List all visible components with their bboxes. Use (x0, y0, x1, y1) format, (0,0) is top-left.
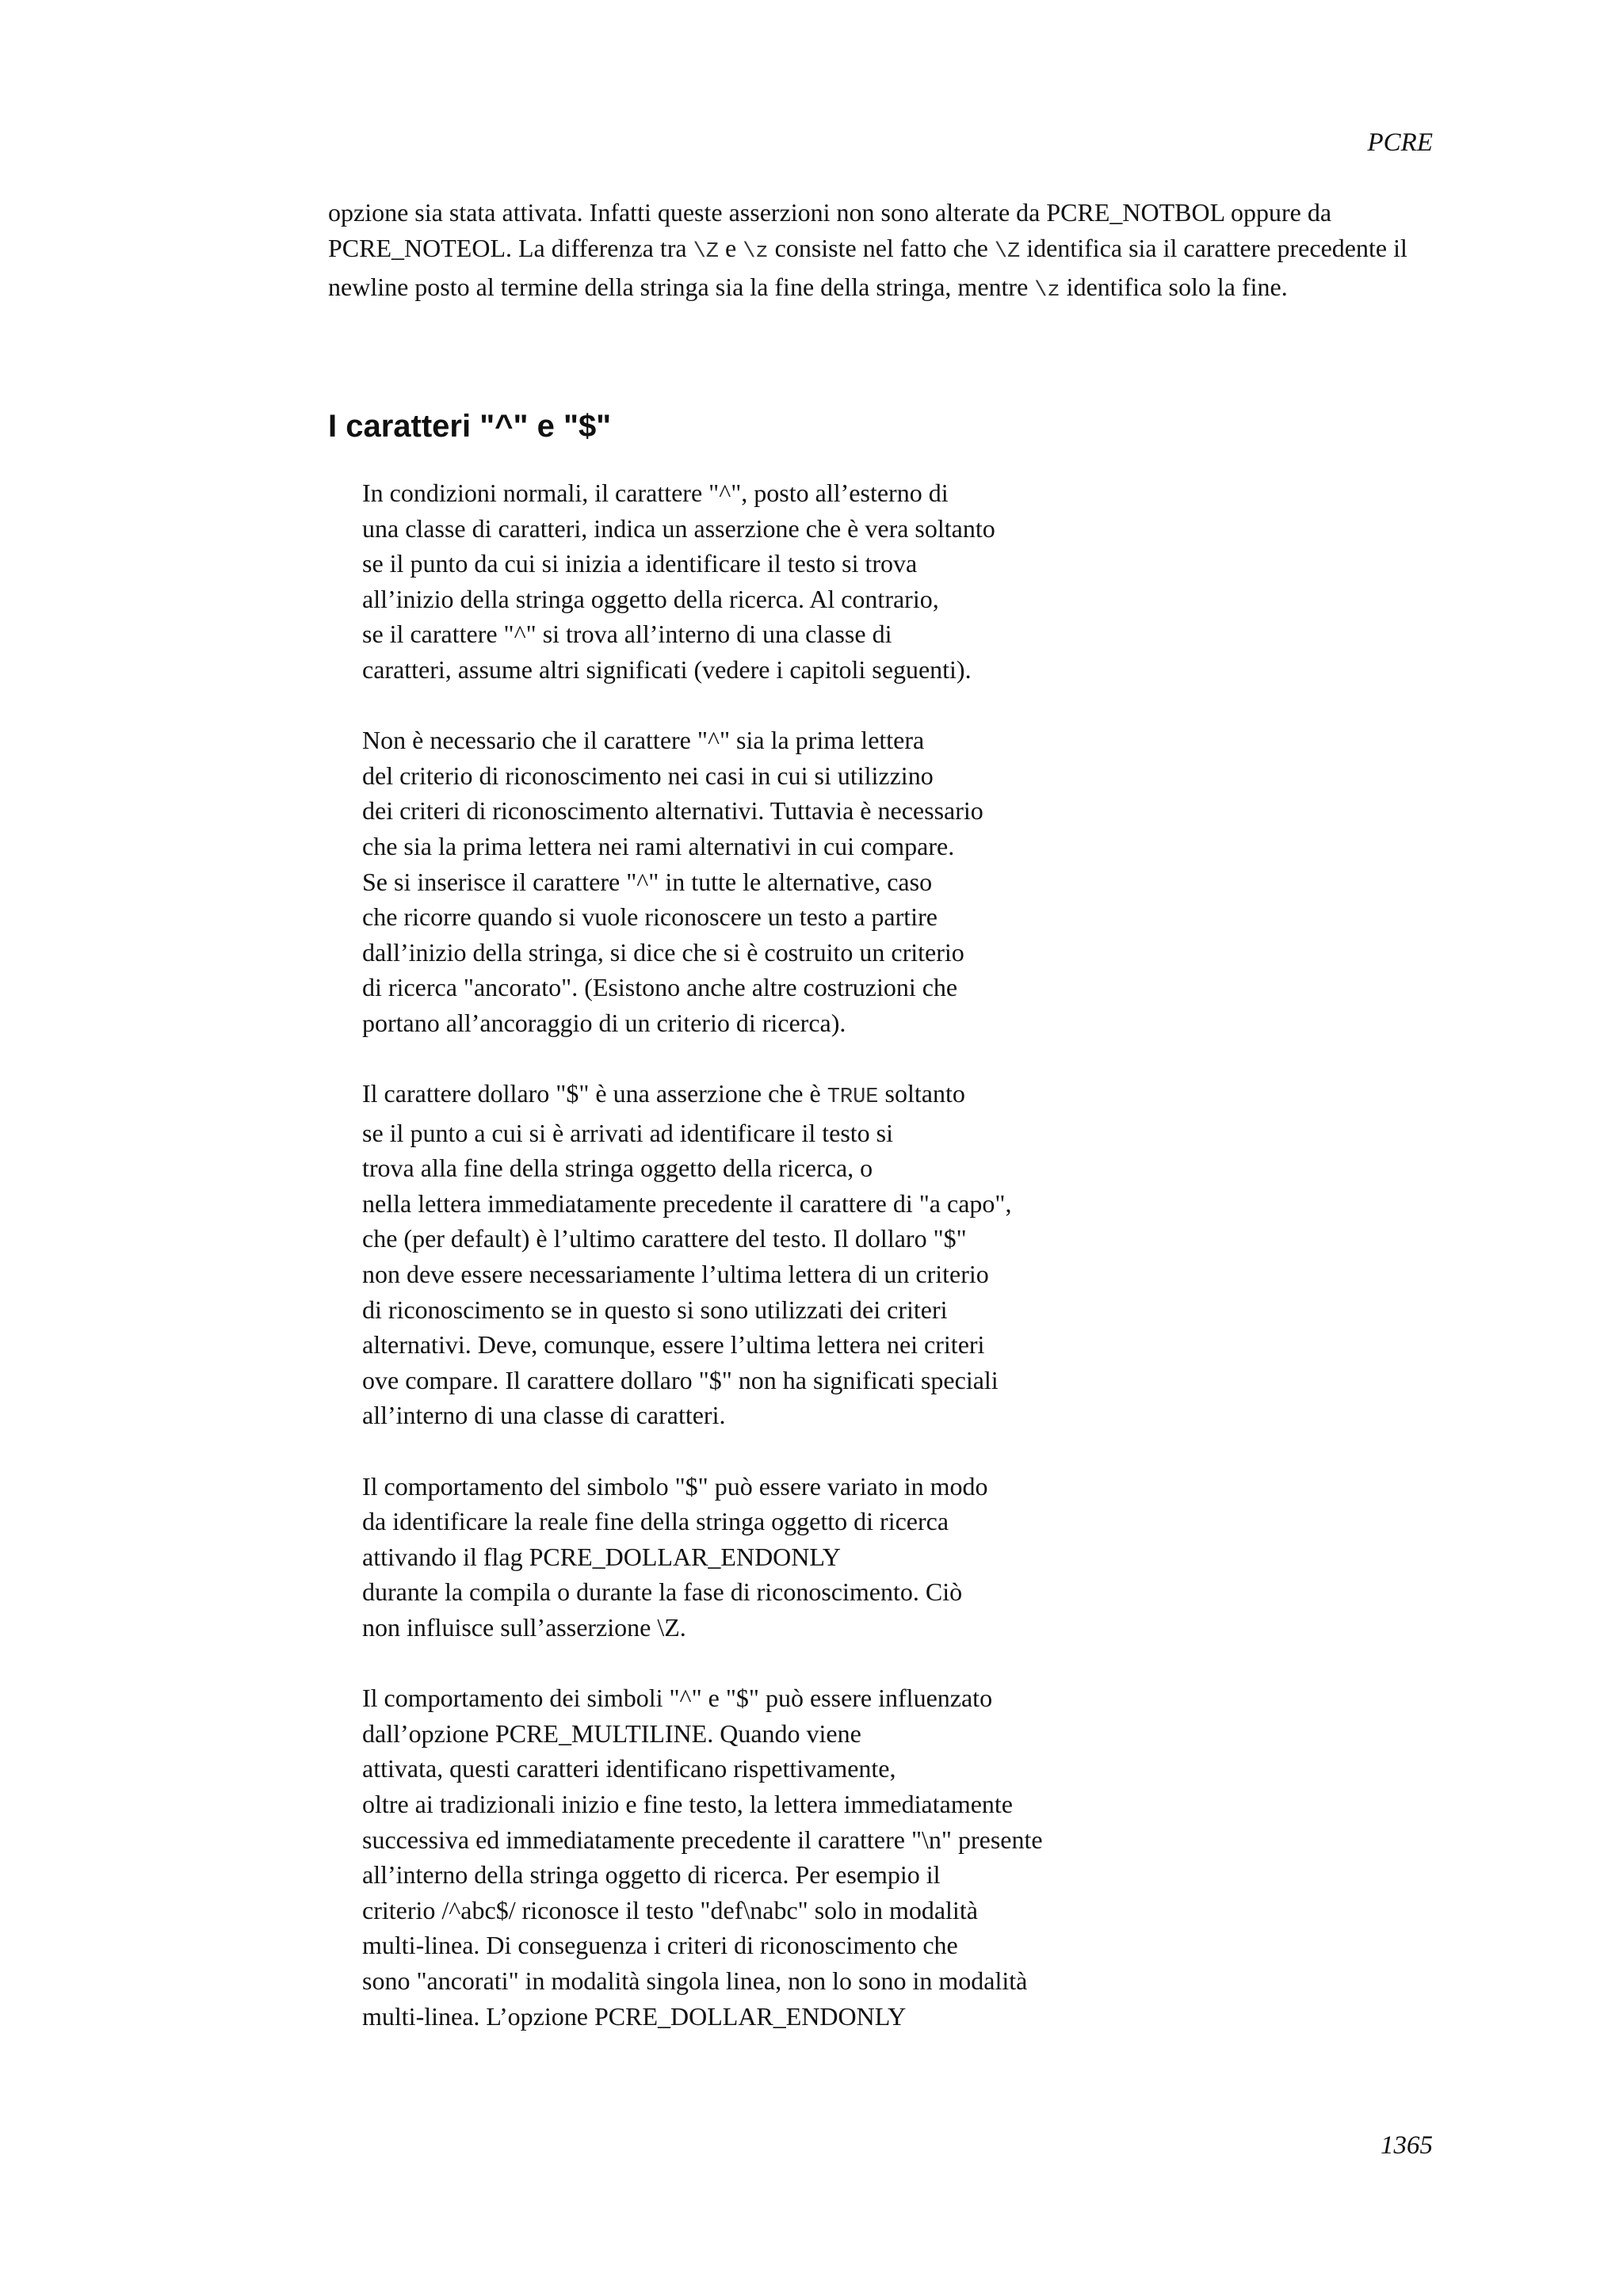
text-line: da identificare la reale fine della stringa oggetto di ricerca (362, 1507, 949, 1536)
intro-text-part: identifica solo la fine. (1060, 273, 1288, 302)
text-line: Se si inserisce il carattere "^" in tutte le alternative, caso (362, 867, 933, 896)
text-line: portano all’ancoraggio di un criterio di ricerca). (362, 1008, 846, 1037)
text-line: nella lettera immediatamente precedente il carattere di "a capo", (362, 1188, 1012, 1218)
text-line: Il comportamento dei simboli "^" e "$" può essere influenzato (362, 1684, 993, 1713)
text-line: attivata, questi caratteri identificano rispettivamente, (362, 1754, 896, 1783)
intro-text-part: opzione sia stata attivata. Infatti queste asserzioni non sono alterate da PCRE_NOTBOL oppure da PCRE_NOTEOL. La differenza tra (328, 198, 1332, 262)
text-segment: Il carattere dollaro "$" è una asserzione che è (362, 1079, 827, 1108)
text-line: una classe di caratteri, indica un asserzione che è vera soltanto (362, 513, 995, 543)
text-line: del criterio di riconoscimento nei casi in cui si utilizzino (362, 761, 934, 790)
text-line: che (per default) è l’ultimo carattere del testo. Il dollaro "$" (362, 1224, 967, 1253)
text-line: criterio /^abc$/ riconosce il testo "def\nabc" solo in modalità (362, 1895, 978, 1924)
text-line: attivando il flag PCRE_DOLLAR_ENDONLY (362, 1542, 841, 1571)
text-line: dall’inizio della stringa, si dice che si è costruito un criterio (362, 937, 964, 967)
text-line: caratteri, assume altri significati (vedere i capitoli seguenti). (362, 654, 972, 684)
text-line: Non è necessario che il carattere "^" sia la prima lettera (362, 726, 925, 755)
text-line: oltre ai tradizionali inizio e fine testo, la lettera immediatamente (362, 1789, 1013, 1818)
text-line: sono "ancorati" in modalità singola linea, non lo sono in modalità (362, 1966, 1028, 1995)
text-line: non deve essere necessariamente l’ultima lettera di un criterio (362, 1260, 989, 1289)
text-line: dei criteri di riconoscimento alternativi. Tuttavia è necessario (362, 796, 983, 826)
text-line: ove compare. Il carattere dollaro "$" non ha significati speciali (362, 1365, 999, 1394)
paragraph-caret-basics (362, 475, 1155, 688)
inline-code: \z (1034, 279, 1060, 303)
paragraph-dollar-endonly (362, 1469, 1155, 1646)
text-line: multi-linea. Di conseguenza i criteri di riconoscimento che (362, 1931, 958, 1960)
text-line: all’inizio della stringa oggetto della ricerca. Al contrario, (362, 584, 939, 613)
text-line: In condizioni normali, il carattere "^", posto all’esterno di (362, 479, 949, 507)
text-line: non influisce sull’asserzione \Z. (362, 1613, 686, 1642)
paragraph-caret-alternatives (362, 723, 1155, 1040)
intro-text-part: e (719, 233, 743, 262)
text-line: all’interno della stringa oggetto di ricerca. Per esempio il (362, 1860, 941, 1890)
intro-text-part: consiste nel fatto che (768, 233, 995, 262)
intro-text (328, 195, 1438, 309)
text-line: se il carattere "^" si trova all’interno di una classe di (362, 620, 892, 649)
text-line: che ricorre quando si vuole riconoscere un testo a partire (362, 902, 938, 932)
text-line: che sia la prima lettera nei rami alternativi in cui compare. (362, 831, 955, 860)
text-line: alternativi. Deve, comunque, essere l’ultima lettera nei criteri (362, 1330, 985, 1360)
text-line: multi-linea. L’opzione PCRE_DOLLAR_ENDONLY (362, 2001, 907, 2031)
text-line: all’interno di una classe di caratteri. (362, 1401, 726, 1430)
paragraph-multiline (362, 1680, 1155, 2034)
running-header: PCRE (1367, 128, 1433, 157)
inline-code: \Z (693, 239, 719, 264)
text-line: dall’opzione PCRE_MULTILINE. Quando viene (362, 1718, 861, 1748)
inline-code: TRUE (827, 1085, 879, 1110)
intro-paragraph (328, 195, 1438, 309)
page-number: 1365 (1381, 2131, 1433, 2160)
paragraph-dollar-basics (362, 1076, 1155, 1433)
text-line: Il comportamento del simbolo "$" può essere variato in modo (362, 1471, 988, 1501)
text-line: di ricerca "ancorato". (Esistono anche altre costruzioni che (362, 973, 958, 1002)
text-line: se il punto da cui si inizia a identificare il testo si trova (362, 549, 918, 578)
inline-code: \z (743, 239, 769, 264)
text-line: di riconoscimento se in questo si sono utilizzati dei criteri (362, 1295, 948, 1324)
section-heading: I caratteri "^" e "$" (328, 409, 612, 444)
text-line: trova alla fine della stringa oggetto della ricerca, o (362, 1154, 873, 1183)
text-line: durante la compila o durante la fase di riconoscimento. Ciò (362, 1577, 963, 1607)
text-segment: soltanto (878, 1079, 965, 1108)
text-line (362, 1076, 1155, 1116)
text-line: se il punto a cui si è arrivati ad identificare il testo si (362, 1118, 894, 1147)
intro-text-part: identifica sia il carattere precedente il newline posto al termine della stringa sia la fine della stringa, mentre (328, 233, 1407, 302)
section-body (362, 475, 1155, 2069)
inline-code: \Z (994, 239, 1021, 264)
text-line: successiva ed immediatamente precedente il carattere "\n" presente (362, 1825, 1043, 1854)
